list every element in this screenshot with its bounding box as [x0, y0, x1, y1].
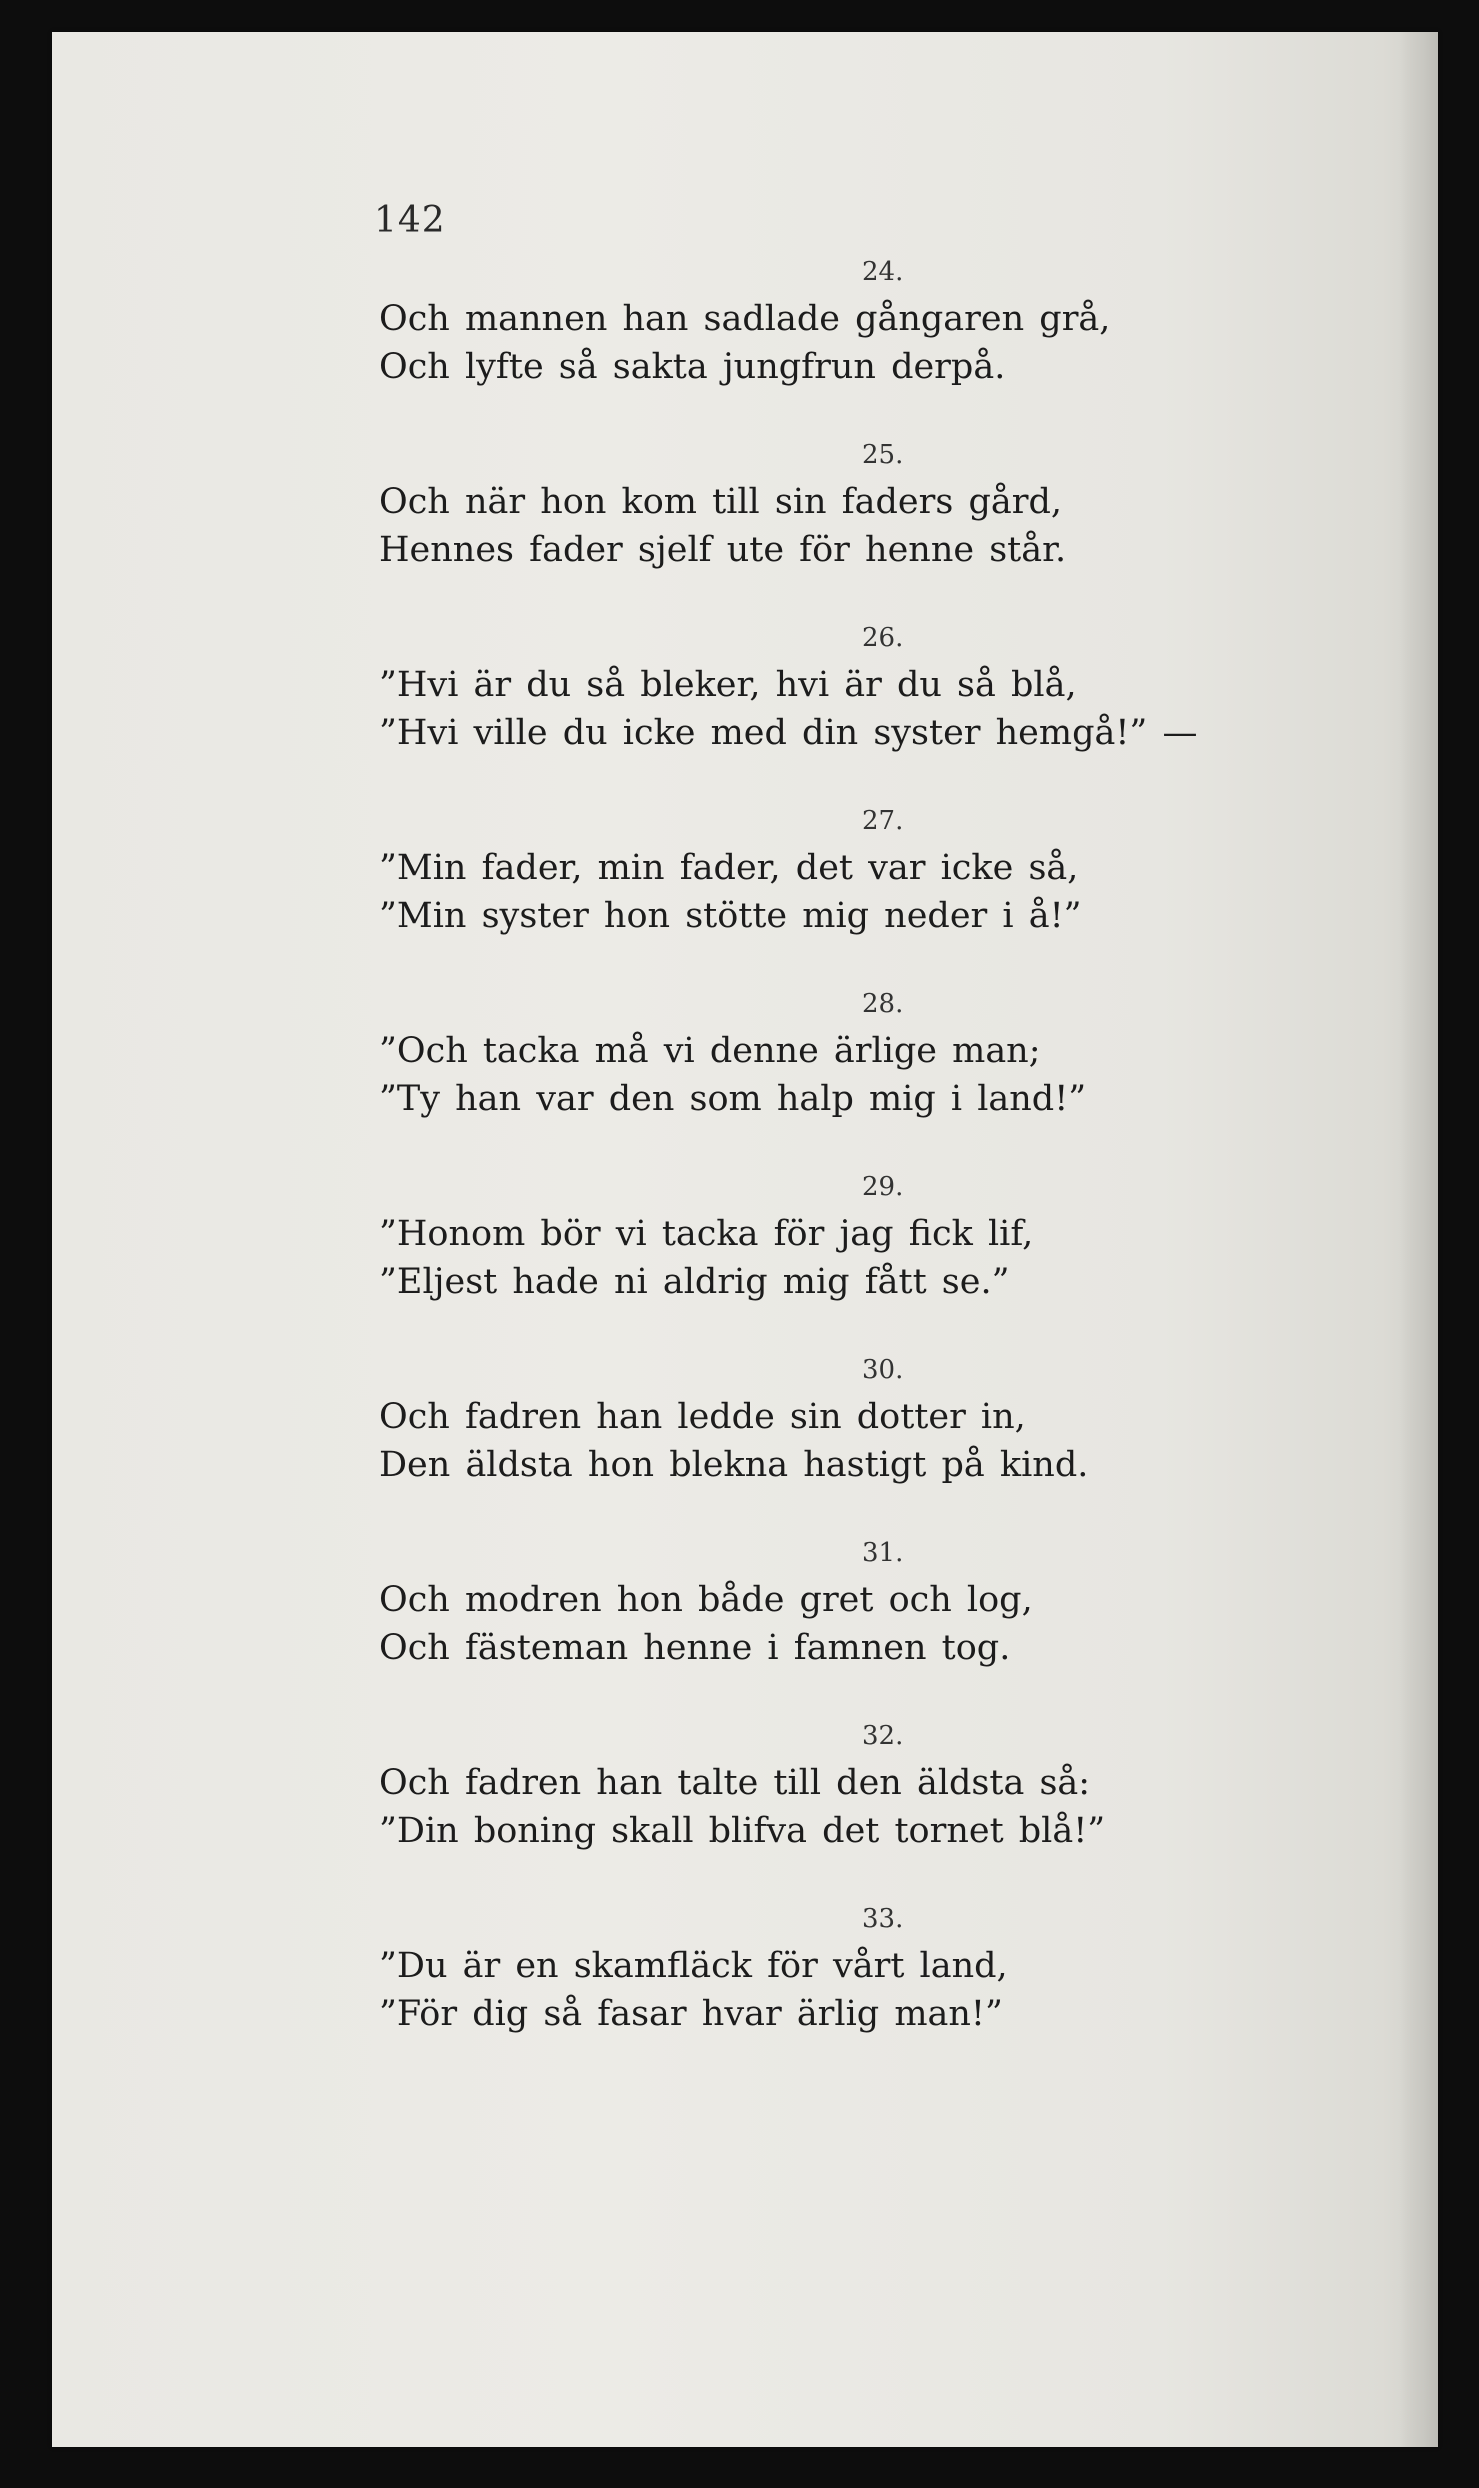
verse-line: ”Och tacka må vi denne ärlige man; — [379, 1031, 1041, 1071]
verse-line: Och fästeman henne i famnen tog. — [379, 1628, 1011, 1668]
verse-line: ”Honom bör vi tacka för jag fick lif, — [379, 1214, 1034, 1254]
stanza — [379, 1172, 1179, 1306]
stanza-number: 26. — [862, 623, 904, 653]
stanza-number: 30. — [862, 1355, 904, 1385]
verse-line: ”Min fader, min fader, det var icke så, — [379, 848, 1079, 888]
stanza — [379, 989, 1179, 1123]
stanza — [379, 1538, 1179, 1672]
verse-line: ”För dig så fasar hvar ärlig man!” — [379, 1994, 1003, 2034]
stanza-number: 27. — [862, 806, 904, 836]
verse-line: Och modren hon både gret och log, — [379, 1580, 1033, 1620]
stanza-number: 32. — [862, 1721, 904, 1751]
verse-line: ”Hvi ville du icke med din syster hemgå!” — — [379, 713, 1198, 753]
verse-line: Och mannen han sadlade gångaren grå, — [379, 299, 1111, 339]
verse-line: Och när hon kom till sin faders gård, — [379, 482, 1062, 522]
verse-line: ”Min syster hon stötte mig neder i å!” — [379, 896, 1082, 936]
verse-line: Den äldsta hon blekna hastigt på kind. — [379, 1445, 1089, 1485]
stanza-number: 33. — [862, 1904, 904, 1934]
stanza-number: 25. — [862, 440, 904, 470]
verse-line: Och lyfte så sakta jungfrun derpå. — [379, 347, 1006, 387]
stanza-number: 29. — [862, 1172, 904, 1202]
stanza — [379, 1721, 1179, 1855]
verse-line: ”Hvi är du så bleker, hvi är du så blå, — [379, 665, 1077, 705]
verse-line: ”Eljest hade ni aldrig mig fått se.” — [379, 1262, 1010, 1302]
verse-line: ”Ty han var den som halp mig i land!” — [379, 1079, 1087, 1119]
stanza — [379, 1355, 1179, 1489]
stanza-number: 31. — [862, 1538, 904, 1568]
stanza — [379, 1904, 1179, 2038]
page-number: 142 — [374, 200, 446, 241]
verse-line: ”Du är en skamfläck för vårt land, — [379, 1946, 1008, 1986]
verse-line: Och fadren han talte till den äldsta så: — [379, 1763, 1091, 1803]
stanza — [379, 623, 1198, 757]
verse-line: Och fadren han ledde sin dotter in, — [379, 1397, 1026, 1437]
page-edge-shadow — [1400, 32, 1438, 2447]
stanza — [379, 806, 1179, 940]
stanza — [379, 440, 1179, 574]
stanza-number: 28. — [862, 989, 904, 1019]
verse-line: ”Din boning skall blifva det tornet blå!” — [379, 1811, 1106, 1851]
verse-line: Hennes fader sjelf ute för henne står. — [379, 530, 1067, 570]
stanza-number: 24. — [862, 257, 904, 287]
stanza — [379, 257, 1179, 391]
book-page — [52, 32, 1438, 2447]
